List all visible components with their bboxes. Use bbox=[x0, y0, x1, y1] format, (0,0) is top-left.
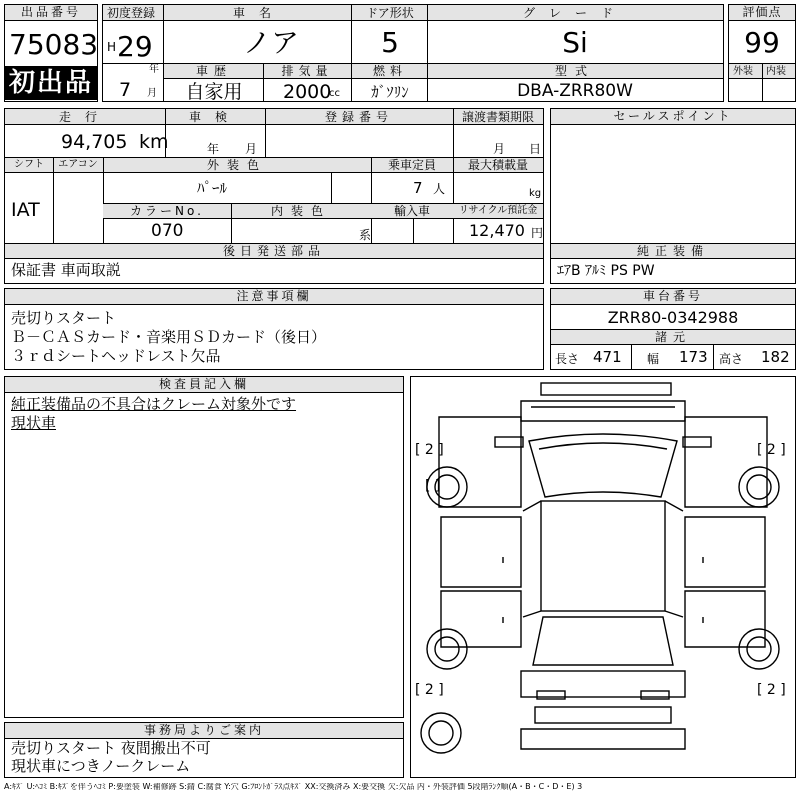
max-load-unit: kg bbox=[529, 188, 542, 199]
exterior-score-label: 外装 bbox=[733, 66, 753, 77]
hood bbox=[521, 401, 685, 421]
office-block bbox=[4, 722, 404, 778]
recycle-label: リサイクル預託金 bbox=[458, 205, 538, 216]
lot-number-label: 出品番号 bbox=[5, 5, 97, 21]
notes-label: 注意事項欄 bbox=[5, 289, 543, 305]
office-line-2: 現状車につきノークレーム bbox=[11, 757, 191, 775]
color-no: 070 bbox=[151, 221, 184, 241]
right-side-front bbox=[685, 517, 765, 587]
fuel-label: 燃料 bbox=[372, 64, 407, 78]
tire-front-left-count: [ 2 ] bbox=[415, 442, 444, 458]
capacity-unit: 人 bbox=[433, 182, 446, 196]
color-no-label: カラーNo. bbox=[130, 204, 204, 218]
inspection-month-unit: 月 bbox=[245, 142, 258, 156]
year-unit: 年 bbox=[149, 64, 159, 75]
rear-hatch bbox=[521, 671, 685, 697]
displacement: 2000 bbox=[283, 81, 332, 103]
month-unit: 月 bbox=[147, 88, 157, 99]
first-listing-badge: 初出品 bbox=[4, 66, 98, 100]
chassis-label: 車台番号 bbox=[551, 289, 795, 305]
tire-rear-left bbox=[427, 629, 467, 669]
office-line-1: 売切りスタート 夜間搬出不可 bbox=[11, 739, 211, 757]
interior-score-label: 内装 bbox=[766, 66, 786, 77]
front-left-fender bbox=[439, 417, 521, 507]
tire-front-right-count: [ 2 ] bbox=[757, 442, 786, 458]
car-diagram bbox=[410, 376, 796, 778]
chassis-number: ZRR80-0342988 bbox=[607, 308, 739, 327]
car-name: ノア bbox=[243, 26, 300, 59]
inspector-label: 検査員記入欄 bbox=[5, 377, 403, 393]
notes-line-1: 売切りスタート bbox=[11, 309, 117, 327]
legend: A:ｷｽﾞ U:ﾍｺﾐ B:ｷｽﾞを伴うﾍｺﾐ P:要塗装 W:補修跡 S:錆 C:腐食 Y:穴 G:ﾌﾛﾝﾄｶﾞﾗｽ点ｷｽﾞ XX:交換済み X:要交換 欠:欠品 内・外装評価 5段階ﾗﾝｸ順(A・B・C・D・E) 3 bbox=[4, 783, 583, 791]
spec-label: 諸元 bbox=[654, 330, 691, 344]
details-block bbox=[4, 108, 544, 284]
history-label: 車歴 bbox=[195, 64, 232, 78]
grade: Si bbox=[562, 26, 588, 59]
ac-label: エアコン bbox=[58, 159, 98, 170]
capacity-label: 乗車定員 bbox=[387, 158, 436, 172]
tire-rear-right-count: [ 2 ] bbox=[757, 682, 786, 698]
transfer-day-unit: 日 bbox=[529, 142, 542, 156]
left-side-front bbox=[441, 517, 521, 587]
ext-color-label: 外装色 bbox=[206, 158, 267, 172]
headlight-left bbox=[495, 437, 523, 447]
office-label: 事務局よりご案内 bbox=[5, 723, 403, 739]
first-reg-label: 初度登録 bbox=[107, 6, 156, 20]
door-label: ドア形状 bbox=[366, 6, 414, 20]
spare-tire-count: [ ] bbox=[425, 478, 441, 494]
inspection-label: 車検 bbox=[188, 110, 241, 124]
model-code: DBA-ZRR80W bbox=[517, 81, 633, 101]
max-load-label: 最大積載量 bbox=[467, 158, 528, 172]
length: 471 bbox=[593, 348, 622, 366]
displacement-unit: cc bbox=[329, 88, 340, 99]
car-diagram-svg bbox=[411, 377, 795, 777]
height-label: 高さ bbox=[719, 352, 744, 366]
history: 自家用 bbox=[185, 81, 243, 103]
int-color-unit: 系 bbox=[359, 228, 372, 242]
score-block bbox=[728, 4, 796, 102]
first-reg-year: 29 bbox=[117, 30, 153, 63]
mileage-unit: km bbox=[139, 131, 169, 153]
inspector-line-2: 現状車 bbox=[11, 414, 57, 432]
era-label: H bbox=[107, 40, 117, 54]
car-name-label: 車名 bbox=[232, 6, 285, 20]
mileage-label: 走行 bbox=[58, 110, 111, 124]
later-parts: 保証書 車両取説 bbox=[11, 261, 121, 279]
tail-light-left bbox=[537, 691, 565, 699]
genuine-equipment: ｴｱB ｱﾙﾐ PS PW bbox=[557, 263, 655, 279]
width-label: 幅 bbox=[647, 352, 660, 366]
int-color-label: 内装色 bbox=[270, 204, 331, 218]
transfer-month-unit: 月 bbox=[493, 142, 506, 156]
tire-rear-right bbox=[739, 629, 779, 669]
notes-line-2: Ｂ－ＣＡＳカード・音楽用ＳＤカード（後日） bbox=[11, 328, 327, 346]
recycle-unit: 円 bbox=[531, 226, 544, 240]
grade-label: グレード bbox=[522, 6, 627, 20]
door-count: 5 bbox=[381, 26, 399, 59]
spare-tire bbox=[421, 713, 461, 753]
roof bbox=[541, 501, 665, 611]
chassis-block bbox=[550, 288, 796, 370]
rear-bumper bbox=[535, 707, 671, 723]
capacity: 7 bbox=[413, 179, 423, 197]
vehicle-header bbox=[102, 4, 724, 102]
rear-window bbox=[533, 617, 673, 665]
transfer-label: 譲渡書類期限 bbox=[461, 110, 534, 124]
shift: IAT bbox=[11, 199, 40, 221]
score: 99 bbox=[744, 26, 780, 59]
displacement-label: 排気量 bbox=[281, 64, 333, 78]
ext-color: ﾊﾟｰﾙ bbox=[197, 179, 228, 197]
score-label: 評価点 bbox=[729, 5, 795, 21]
tail-light-right bbox=[641, 691, 669, 699]
mileage: 94,705 bbox=[61, 131, 128, 153]
shift-label: シフト bbox=[14, 159, 44, 170]
length-label: 長さ bbox=[555, 352, 580, 366]
tire-rear-left-count: [ 2 ] bbox=[415, 682, 444, 698]
width: 173 bbox=[679, 348, 708, 366]
sales-point-block bbox=[550, 108, 796, 284]
inspector-line-1: 純正装備品の不具合はクレーム対象外です bbox=[11, 395, 297, 413]
import-label: 輸入車 bbox=[393, 204, 430, 218]
later-parts-label: 後日発送部品 bbox=[222, 244, 325, 258]
reg-number-label: 登録番号 bbox=[324, 110, 393, 124]
sales-point-label: セールスポイント bbox=[551, 109, 795, 125]
model-code-label: 型式 bbox=[554, 64, 595, 78]
tire-front-right bbox=[739, 467, 779, 507]
notes-block bbox=[4, 288, 544, 370]
inspector-block bbox=[4, 376, 404, 718]
notes-line-3: ３ｒｄシートヘッドレスト欠品 bbox=[11, 347, 221, 365]
recycle-amount: 12,470 bbox=[469, 221, 525, 240]
height: 182 bbox=[761, 348, 790, 366]
headlight-right bbox=[683, 437, 711, 447]
front-right-fender bbox=[685, 417, 767, 507]
first-reg-month: 7 bbox=[119, 79, 132, 101]
genuine-equipment-label: 純正装備 bbox=[636, 244, 709, 258]
lot-number: 75083 bbox=[9, 28, 99, 61]
inspection-year-unit: 年 bbox=[207, 142, 220, 156]
fuel: ｶﾞｿﾘﾝ bbox=[371, 83, 409, 101]
front-bumper bbox=[541, 383, 671, 395]
